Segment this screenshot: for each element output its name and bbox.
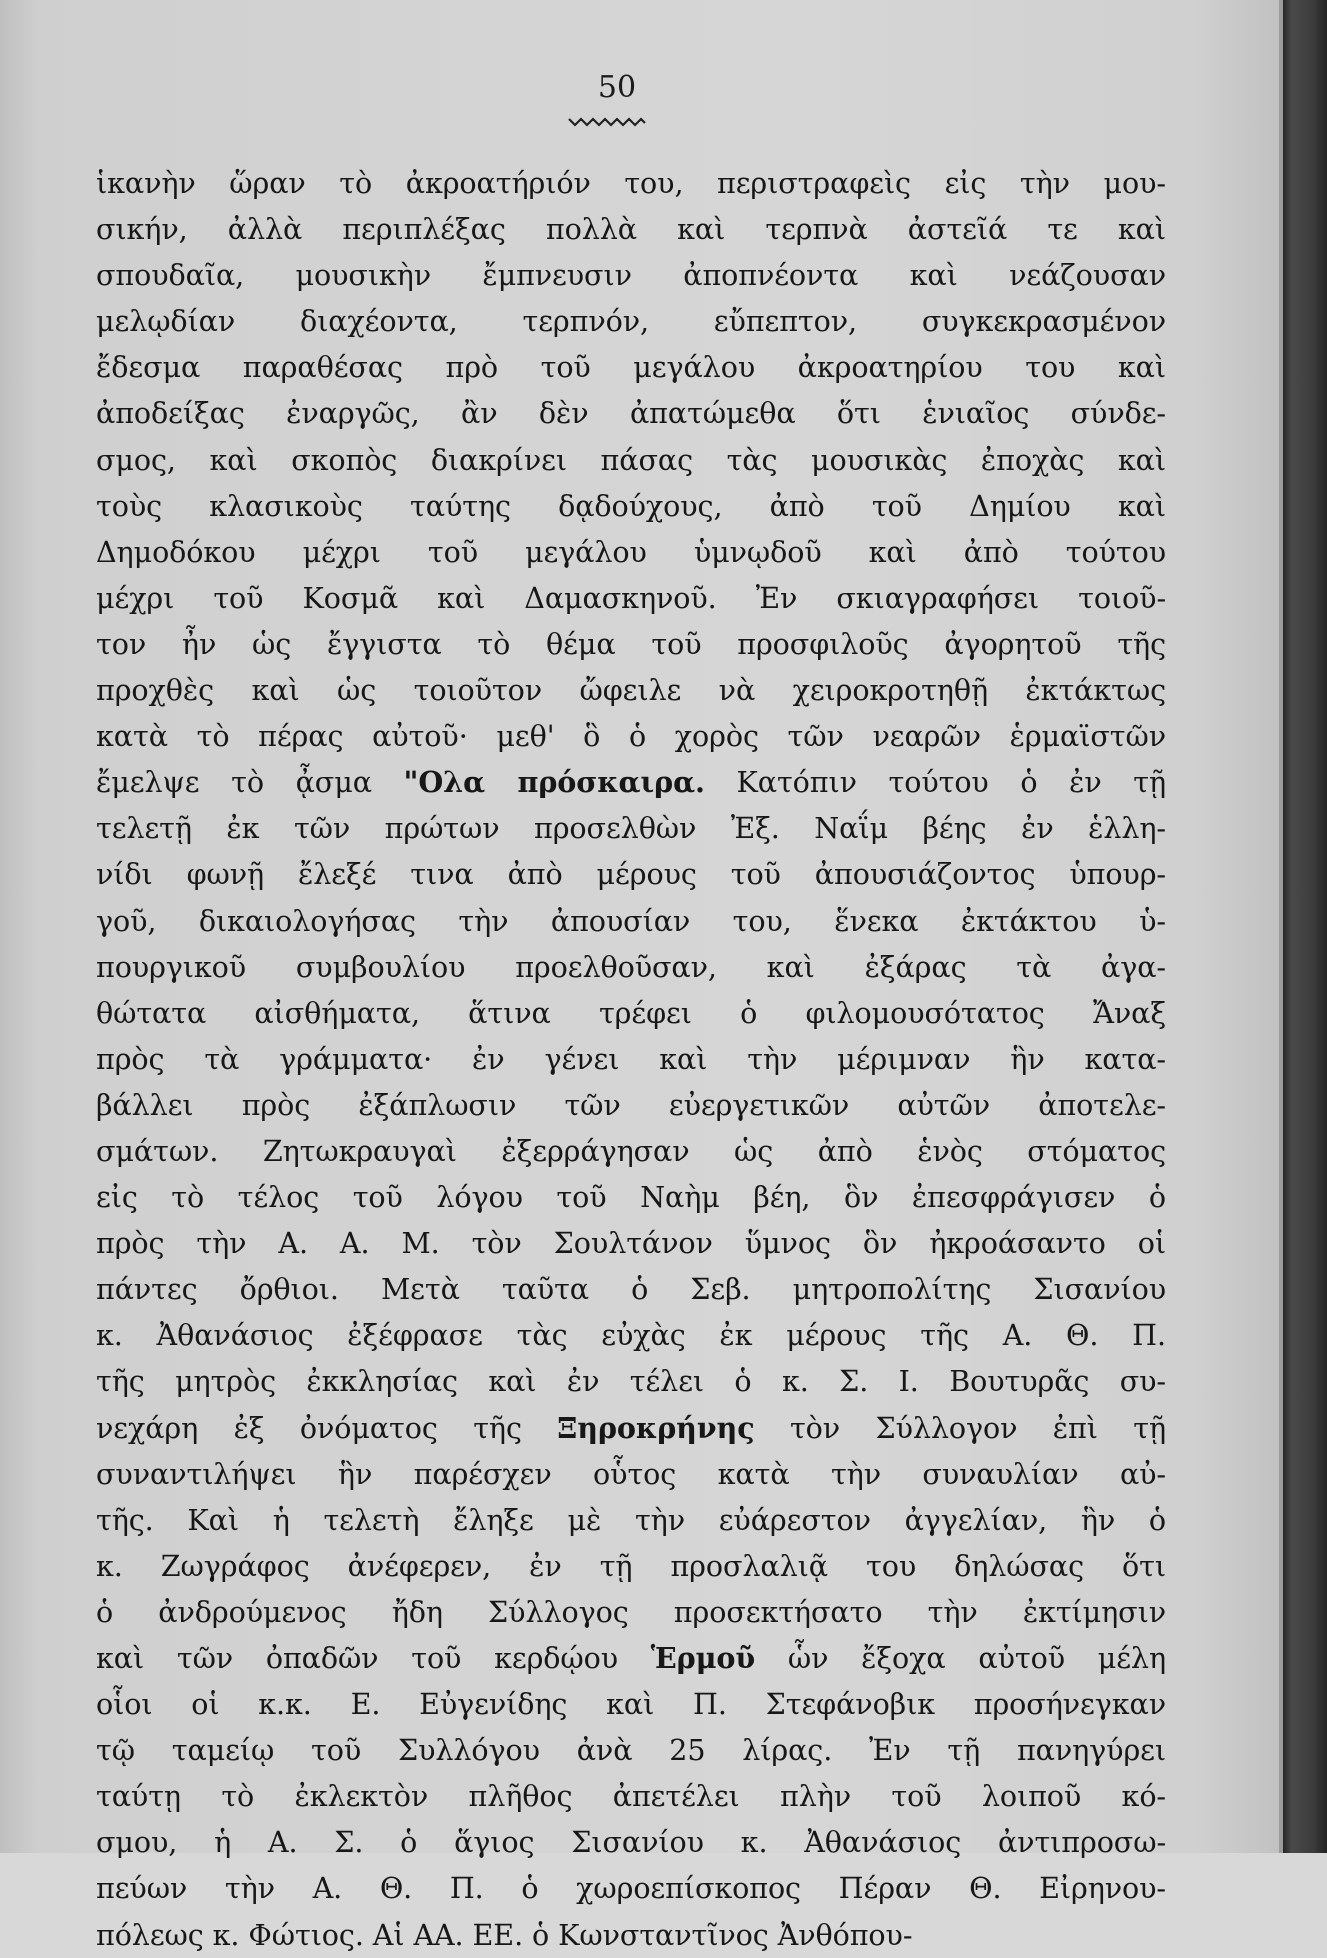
text-segment: ἔμελψε τὸ ᾆσμα [96, 765, 404, 800]
page-edge-line [1279, 0, 1283, 1853]
text-line: σμάτων. Ζητωκραυγαὶ ἐξερράγησαν ὡς ἀπὸ ἑνὸς στόματος [96, 1133, 1166, 1168]
page-edge-shadow [1283, 0, 1327, 1853]
text-line: πεύων τὴν Α. Θ. Π. ὁ χωροεπίσκοπος Πέραν Θ. Εἰρηνου- [96, 1871, 1166, 1906]
text-segment: καὶ τῶν ὀπαδῶν τοῦ κερδῴου [96, 1641, 651, 1675]
text-line: οἷοι οἱ κ.κ. Ε. Εὐγενίδης καὶ Π. Στεφάνοβικ προσήνεγκαν [96, 1687, 1166, 1722]
text-line: βάλλει πρὸς ἐξάπλωσιν τῶν εὐεργετικῶν αὐτῶν ἀποτελε- [96, 1087, 1166, 1122]
text-line: τῆς μητρὸς ἐκκλησίας καὶ ἐν τέλει ὁ κ. Σ. Ι. Βουτυρᾶς συ- [96, 1364, 1166, 1399]
text-line: σμου, ἡ Α. Σ. ὁ ἅγιος Σισανίου κ. Ἀθανάσιος ἀντιπροσω- [96, 1825, 1166, 1860]
text-line: θώτατα αἰσθήματα, ἅτινα τρέφει ὁ φιλομουσότατος Ἄναξ [96, 995, 1166, 1030]
page-number: 50 [597, 70, 637, 105]
text-line: προχθὲς καὶ ὡς τοιοῦτον ὤφειλε νὰ χειροκροτηθῇ ἐκτάκτως [96, 673, 1166, 708]
text-line: εἰς τὸ τέλος τοῦ λόγου τοῦ Ναὴμ βέη, ὃν ἐπεσφράγισεν ὁ [96, 1180, 1166, 1215]
text-line: τον ἦν ὡς ἔγγιστα τὸ θέμα τοῦ προσφιλοῦς ἀγορητοῦ τῆς [96, 626, 1166, 661]
text-segment: ὧν ἔξοχα αὐτοῦ μέλη [755, 1641, 1166, 1675]
text-line: τῆς. Καὶ ἡ τελετὴ ἔληξε μὲ τὴν εὐάρεστον ἀγγελίαν, ἣν ὁ [96, 1502, 1166, 1537]
text-line: σπουδαῖα, μουσικὴν ἔμπνευσιν ἀποπνέοντα καὶ νεάζουσαν [96, 258, 1166, 293]
text-line: τελετῇ ἐκ τῶν πρώτων προσελθὼν Ἐξ. Ναΐμ βέης ἐν ἑλλη- [96, 811, 1166, 846]
text-segment: τὸν Σύλλογον ἐπὶ τῇ [754, 1410, 1166, 1445]
text-line: σμος, καὶ σκοπὸς διακρίνει πάσας τὰς μουσικὰς ἐποχὰς καὶ [96, 442, 1166, 477]
text-line: συναντιλήψει ἣν παρέσχεν οὗτος κατὰ τὴν συναυλίαν αὐ- [96, 1456, 1166, 1491]
body-text [96, 160, 1166, 1958]
text-line: ἀποδείξας ἐναργῶς, ἂν δὲν ἀπατώμεθα ὅτι ἑνιαῖος σύνδε- [96, 396, 1166, 431]
text-line [96, 1405, 1166, 1451]
text-line: ταύτῃ τὸ ἐκλεκτὸν πλῆθος ἀπετέλει πλὴν τοῦ λοιποῦ κό- [96, 1779, 1166, 1814]
text-segment: Κατόπιν τούτου ὁ ἐν τῇ [704, 765, 1166, 800]
text-line: Δημοδόκου μέχρι τοῦ μεγάλου ὑμνῳδοῦ καὶ ἀπὸ τούτου [96, 534, 1166, 569]
text-line: κατὰ τὸ πέρας αὐτοῦ· μεθ' ὃ ὁ χορὸς τῶν νεαρῶν ἑρμαϊστῶν [96, 719, 1166, 754]
text-line: μέχρι τοῦ Κοσμᾶ καὶ Δαμασκηνοῦ. Ἐν σκιαγραφήσει τοιοῦ- [96, 580, 1166, 615]
text-segment: νεχάρη ἐξ ὀνόματος τῆς [96, 1410, 558, 1445]
text-line: ἱκανὴν ὥραν τὸ ἀκροατήριόν του, περιστραφεὶς εἰς τὴν μου- [96, 166, 1166, 200]
bold-text: Ἑρμοῦ [650, 1641, 756, 1675]
text-line: ἔδεσμα παραθέσας πρὸ τοῦ μεγάλου ἀκροατηρίου του καὶ [96, 350, 1166, 385]
text-line: πάντες ὄρθιοι. Μετὰ ταῦτα ὁ Σεβ. μητροπολίτης Σισανίου [96, 1272, 1166, 1307]
bold-text: "Ολα πρόσκαιρα. [403, 765, 705, 800]
text-line [96, 1635, 1166, 1681]
wavy-ornament-icon [567, 112, 647, 130]
text-line: ὁ ἀνδρούμενος ἤδη Σύλλογος προσεκτήσατο τὴν ἐκτίμησιν [96, 1594, 1166, 1629]
text-line: μελῳδίαν διαχέοντα, τερπνόν, εὔπεπτον, συγκεκρασμένον [96, 304, 1166, 339]
text-line: τοὺς κλασικοὺς ταύτης δᾳδούχους, ἀπὸ τοῦ Δημίου καὶ [96, 488, 1166, 523]
text-line: τῷ ταμείῳ τοῦ Συλλόγου ἀνὰ 25 λίρας. Ἐν τῇ πανηγύρει [96, 1733, 1166, 1768]
bold-text: Ξηροκρήνης [557, 1410, 755, 1445]
text-line: πουργικοῦ συμβουλίου προελθοῦσαν, καὶ ἐξάρας τὰ ἀγα- [96, 949, 1166, 984]
text-line: νίδι φωνῇ ἔλεξέ τινα ἀπὸ μέρους τοῦ ἀπουσιάζοντος ὑπουρ- [96, 857, 1166, 892]
text-line [96, 759, 1166, 805]
text-line: πρὸς τὰ γράμματα· ἐν γένει καὶ τὴν μέριμναν ἣν κατα- [96, 1041, 1166, 1076]
text-line: γοῦ, δικαιολογήσας τὴν ἀπουσίαν του, ἕνεκα ἐκτάκτου ὑ- [96, 903, 1166, 938]
text-line: σικήν, ἀλλὰ περιπλέξας πολλὰ καὶ τερπνὰ ἀστεῖά τε καὶ [96, 212, 1166, 247]
text-line: πρὸς τὴν Α. Α. Μ. τὸν Σουλτάνον ὕμνος ὃν ἠκροάσαντο οἱ [96, 1226, 1166, 1261]
text-line: κ. Ἀθανάσιος ἐξέφρασε τὰς εὐχὰς ἐκ μέρους τῆς Α. Θ. Π. [96, 1318, 1166, 1353]
text-line: πόλεως κ. Φώτιος. Αἱ ΑΑ. ΕΕ. ὁ Κωνσταντῖνος Ἀνθόπου- [96, 1917, 913, 1952]
text-line: κ. Ζωγράφος ἀνέφερεν, ἐν τῇ προσλαλιᾷ του δηλώσας ὅτι [96, 1548, 1166, 1583]
